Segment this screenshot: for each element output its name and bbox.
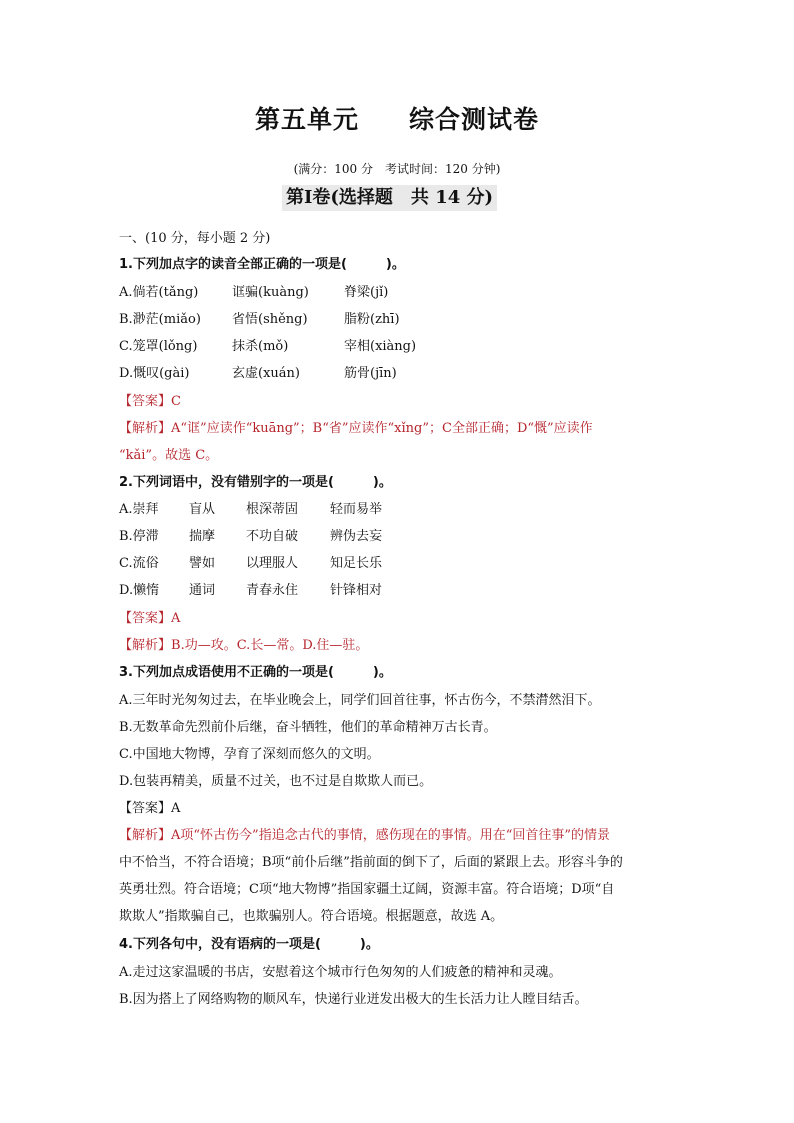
q1-option-c-word3: 宰相(xiàng) — [344, 339, 417, 354]
q3-option-c: C.中国地大物博，孕育了深刻而悠久的文明。 — [119, 747, 380, 762]
q2-option-a-w4: 轻而易举 — [330, 502, 383, 517]
q2-option-d: D.懒惰 — [119, 583, 160, 598]
analysis-text: A“诓”应读作“kuāng”；B“省”应读作“xǐng”；C全部正确；D“慨”应读作 — [171, 421, 593, 436]
q1-option-b-word2: 省悟(shěng) — [232, 312, 308, 327]
q3-analysis-cont-3: 欺欺人”指欺骗自己，也欺骗别人。符合语境。根据题意，故选 A。 — [119, 909, 504, 924]
q2-option-c-w4: 知足长乐 — [330, 556, 383, 571]
q1-analysis-cont: “kǎi”。故选 C。 — [119, 448, 219, 463]
q2-option-b-w3: 不功自破 — [246, 529, 299, 544]
q2-option-d-w3: 青春永住 — [246, 583, 299, 598]
analysis-text: B.功—攻。C.长—常。D.住—驻。 — [171, 638, 369, 653]
answer-value: C — [171, 394, 181, 409]
q3-option-b: B.无数革命先烈前仆后继，奋斗牺牲，他们的革命精神万古长青。 — [119, 720, 497, 735]
answer-label: 【答案】 — [119, 611, 172, 626]
q2-option-a-w2: 盲从 — [189, 502, 216, 517]
q2-option-b: B.停滞 — [119, 529, 159, 544]
q1-option-d-word2: 玄虚(xuán) — [232, 366, 300, 381]
q1-option-a-word3: 脊梁(jǐ) — [344, 285, 389, 300]
q3-analysis-cont-2: 英勇壮烈。符合语境；C项“地大物博”指国家疆土辽阔，资源丰富。符合语境；D项“自 — [119, 882, 615, 897]
question-4-stem: 4.下列各句中，没有语病的一项是( )。 — [119, 937, 379, 952]
question-2-stem: 2.下列词语中，没有错别字的一项是( )。 — [119, 475, 392, 490]
analysis-label: 【解析】 — [119, 421, 172, 436]
answer-label: 【答案】 — [119, 801, 172, 816]
title-unit: 第五单元 — [254, 105, 359, 134]
q1-option-c: C.笼罩(lǒng) — [119, 339, 198, 354]
q2-analysis — [119, 634, 368, 653]
q1-option-a-word2: 诓骗(kuàng) — [232, 285, 309, 300]
page-title — [0, 100, 794, 136]
exam-info: (满分：100 分 考试时间：120 分钟) — [293, 162, 501, 176]
q3-answer — [119, 797, 180, 816]
analysis-text: A项“怀古伤今”指追念古代的事情，感伤现在的事情。用在“回首往事”的情景 — [171, 828, 610, 843]
q1-option-b: B.渺茫(miǎo) — [119, 312, 201, 327]
q4-option-b: B.因为搭上了网络购物的顺风车，快递行业迸发出极大的生长活力让人瞠目结舌。 — [119, 992, 588, 1007]
question-1-stem: 1.下列加点字的读音全部正确的一项是( )。 — [119, 257, 405, 272]
q2-option-c-w3: 以理服人 — [246, 556, 299, 571]
q1-option-c-word2: 抹杀(mǒ) — [232, 339, 289, 354]
q1-analysis — [119, 417, 593, 436]
section-heading: 第Ⅰ卷(选择题 共 14 分) — [282, 185, 497, 211]
q3-analysis-cont-1: 中不恰当，不符合语境；B项“前仆后继”指前面的倒下了，后面的紧跟上去。形容斗争的 — [119, 855, 623, 870]
q4-option-a: A.走过这家温暖的书店，安慰着这个城市行色匆匆的人们疲惫的精神和灵魂。 — [119, 965, 562, 980]
q2-option-a-w3: 根深蒂固 — [246, 502, 299, 517]
q3-option-a: A.三年时光匆匆过去，在毕业晚会上，同学们回首往事，怀古伤今，不禁潸然泪下。 — [119, 693, 601, 708]
q2-option-a: A.崇拜 — [119, 502, 159, 517]
question-3-stem: 3.下列加点成语使用不正确的一项是( )。 — [119, 665, 392, 680]
q1-option-d: D.慨叹(gài) — [119, 366, 190, 381]
q2-option-d-w4: 针锋相对 — [330, 583, 383, 598]
q2-option-d-w2: 通词 — [189, 583, 216, 598]
q2-option-b-w2: 揣摩 — [189, 529, 216, 544]
q2-answer — [119, 607, 180, 626]
title-test: 综合测试卷 — [409, 105, 540, 134]
q3-option-d: D.包装再精美，质量不过关，也不过是自欺欺人而已。 — [119, 774, 433, 789]
q2-option-c-w2: 譬如 — [189, 556, 216, 571]
part-heading: 一、(10 分，每小题 2 分) — [119, 231, 271, 246]
q1-option-a: A.倘若(tǎng) — [119, 285, 199, 300]
answer-value: A — [171, 801, 181, 816]
analysis-label: 【解析】 — [119, 828, 172, 843]
answer-label: 【答案】 — [119, 394, 172, 409]
q3-analysis — [119, 824, 610, 843]
q2-option-c: C.流俗 — [119, 556, 159, 571]
q2-option-b-w4: 辨伪去妄 — [330, 529, 383, 544]
analysis-label: 【解析】 — [119, 638, 172, 653]
q1-answer — [119, 390, 181, 409]
q1-option-d-word3: 筋骨(jīn) — [344, 366, 397, 381]
q1-option-b-word3: 脂粉(zhī) — [344, 312, 400, 327]
answer-value: A — [171, 611, 181, 626]
